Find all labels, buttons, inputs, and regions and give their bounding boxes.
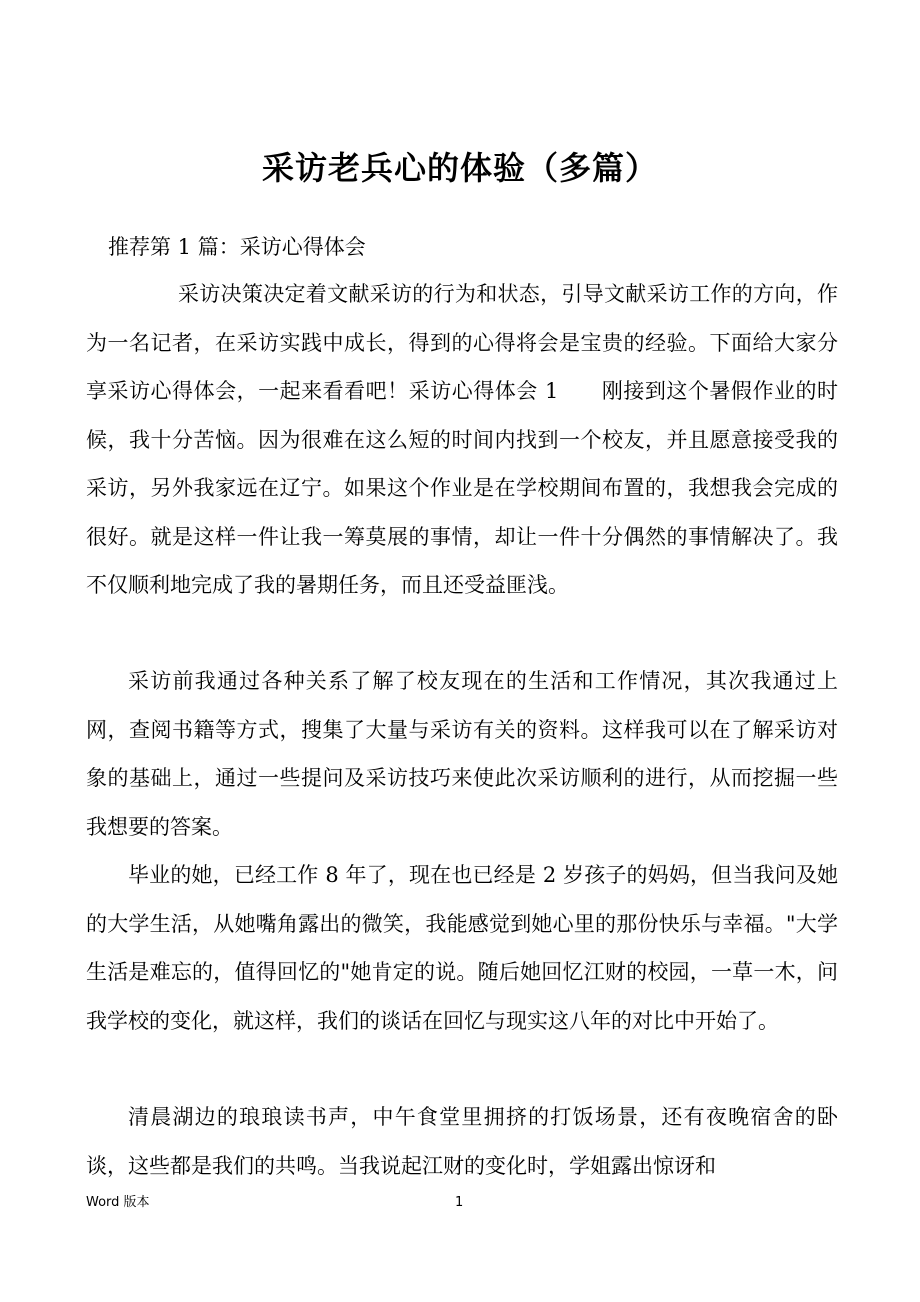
paragraph-3: 毕业的她，已经工作 8 年了，现在也已经是 2 岁孩子的妈妈，但当我问及她的大学生活，从她嘴角露出的微笑，我能感觉到她心里的那份快乐与幸福。"大学生活是难忘的，值得回忆的"她肯定的说。随后她回忆江财的校园，一草一木，问我学校的变化，就这样，我们的谈话在回忆与现实这八年的对比中开始了。 (86, 863, 838, 1033)
paragraph-2: 采访前我通过各种关系了解了校友现在的生活和工作情况，其次我通过上网，查阅书籍等方式，搜集了大量与采访有关的资料。这样我可以在了解采访对象的基础上，通过一些提问及采访技巧来使此次采访顺利的进行，从而挖掘一些我想要的答案。 (86, 669, 838, 839)
page-number: 1 (455, 1195, 464, 1210)
section-heading: 推荐第 1 篇：采访心得体会 (108, 235, 366, 259)
paragraph-4: 清晨湖边的琅琅读书声，中午食堂里拥挤的打饭场景，还有夜晚宿舍的卧谈，这些都是我们的共鸣。当我说起江财的变化时，学姐露出惊讶和 (86, 1105, 838, 1178)
paragraph-1: 采访决策决定着文献采访的行为和状态，引导文献采访工作的方向，作为一名记者，在采访实践中成长，得到的心得将会是宝贵的经验。下面给大家分享采访心得体会，一起来看看吧！采访心得体会 1 刚接到这个暑假作业的时候，我十分苦恼。因为很难在这么短的时间内找到一个校友，并且愿意接受我的采访，另外我家远在辽宁。如果这个作业是在学校期间布置的，我想我会完成的很好。就是这样一件让我一筹莫展的事情，却让一件十分偶然的事情解决了。我不仅顺利地完成了我的暑期任务，而且还受益匪浅。 (86, 282, 838, 597)
document-title: 采访老兵心的体验（多篇） (261, 149, 658, 187)
footer-label: Word 版本 (86, 1195, 150, 1210)
